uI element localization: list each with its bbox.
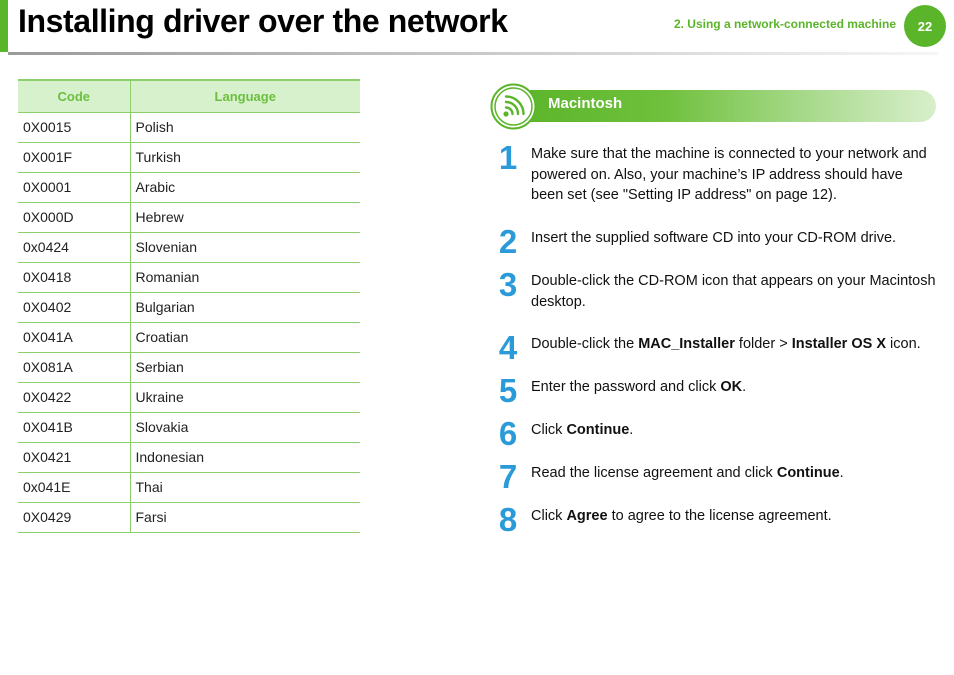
step-fragment: Make sure that the machine is connected to your network and powered on. Also, your machine’s IP address should have been set (see "Setting IP address" on page 12).: [531, 146, 927, 203]
header-divider: [8, 52, 938, 55]
cell-language: Arabic: [130, 172, 360, 202]
chapter-link[interactable]: 2. Using a network-connected machine: [673, 17, 896, 31]
step-fragment: .: [742, 379, 747, 395]
step-number: 4: [498, 329, 518, 366]
table-row: [18, 112, 360, 142]
section-title: Macintosh: [548, 95, 623, 112]
step-number: 1: [498, 139, 518, 176]
cell-code: 0X000D: [18, 202, 130, 232]
table-row: [18, 172, 360, 202]
cell-language: Thai: [130, 472, 360, 502]
step-fragment: Click: [531, 508, 567, 524]
step-text: [531, 463, 939, 484]
cell-code: 0X0001: [18, 172, 130, 202]
step-number: 3: [498, 266, 518, 303]
column-header-language: Language: [130, 80, 360, 112]
step-fragment: Click: [531, 422, 567, 438]
table-row: [18, 232, 360, 262]
step-number: 8: [498, 501, 518, 538]
table-body: [18, 112, 360, 532]
step-fragment: to agree to the license agreement.: [607, 508, 832, 524]
table-row: [18, 352, 360, 382]
column-header-code: Code: [18, 80, 130, 112]
table-row: [18, 202, 360, 232]
cell-language: Slovakia: [130, 412, 360, 442]
step-text: [531, 420, 939, 441]
cell-language: Romanian: [130, 262, 360, 292]
cell-code: 0X0422: [18, 382, 130, 412]
step-emphasis: Continue: [566, 422, 630, 438]
cell-language: Turkish: [130, 142, 360, 172]
cell-language: Bulgarian: [130, 292, 360, 322]
cell-language: Croatian: [130, 322, 360, 352]
step-number: 7: [498, 458, 518, 495]
step-fragment: Double-click the CD-ROM icon that appears on your Macintosh desktop.: [531, 273, 936, 310]
cell-language: Ukraine: [130, 382, 360, 412]
cell-code: 0X0015: [18, 112, 130, 142]
table-row: [18, 322, 360, 352]
step-fragment: .: [629, 422, 634, 438]
cell-code: 0X0429: [18, 502, 130, 532]
step-fragment: Insert the supplied software CD into your CD-ROM drive.: [531, 230, 897, 246]
cell-language: Serbian: [130, 352, 360, 382]
step-text: [531, 228, 939, 249]
step-emphasis: OK: [720, 379, 743, 395]
table-row: [18, 472, 360, 502]
cell-language: Polish: [130, 112, 360, 142]
header-accent-bar: [0, 0, 8, 52]
table-row: [18, 502, 360, 532]
step-emphasis: Continue: [776, 465, 840, 481]
step-text: [531, 144, 939, 206]
step-text: [531, 377, 939, 398]
page-title: Installing driver over the network: [18, 3, 508, 39]
page-number-badge: 22: [904, 5, 946, 47]
step-fragment: Read the license agreement and click: [531, 465, 777, 481]
cell-language: Indonesian: [130, 442, 360, 472]
step-fragment: folder >: [734, 336, 792, 352]
step-fragment: icon.: [886, 336, 921, 352]
table-row: [18, 292, 360, 322]
table-row: [18, 262, 360, 292]
cell-code: 0X001F: [18, 142, 130, 172]
cell-language: Farsi: [130, 502, 360, 532]
step-fragment: Double-click the: [531, 336, 639, 352]
cell-code: 0X041A: [18, 322, 130, 352]
language-code-table: [18, 79, 360, 533]
step-text: [531, 334, 939, 355]
cell-code: 0X0421: [18, 442, 130, 472]
step-emphasis: Installer OS X: [791, 336, 887, 352]
cell-code: 0x0424: [18, 232, 130, 262]
table-header-row: [18, 80, 360, 112]
cell-language: Slovenian: [130, 232, 360, 262]
step-fragment: .: [839, 465, 844, 481]
step-fragment: Enter the password and click: [531, 379, 721, 395]
step-text: [531, 271, 939, 312]
table-row: [18, 412, 360, 442]
table-row: [18, 442, 360, 472]
step-number: 6: [498, 415, 518, 452]
step-text: [531, 506, 939, 527]
table-row: [18, 382, 360, 412]
step-emphasis: Agree: [566, 508, 608, 524]
cell-code: 0X0402: [18, 292, 130, 322]
step-emphasis: MAC_Installer: [638, 336, 735, 352]
cell-code: 0X0418: [18, 262, 130, 292]
cell-language: Hebrew: [130, 202, 360, 232]
wireless-network-icon: [490, 83, 537, 130]
cell-code: 0X081A: [18, 352, 130, 382]
cell-code: 0x041E: [18, 472, 130, 502]
table-row: [18, 142, 360, 172]
step-number: 5: [498, 372, 518, 409]
cell-code: 0X041B: [18, 412, 130, 442]
step-number: 2: [498, 223, 518, 260]
